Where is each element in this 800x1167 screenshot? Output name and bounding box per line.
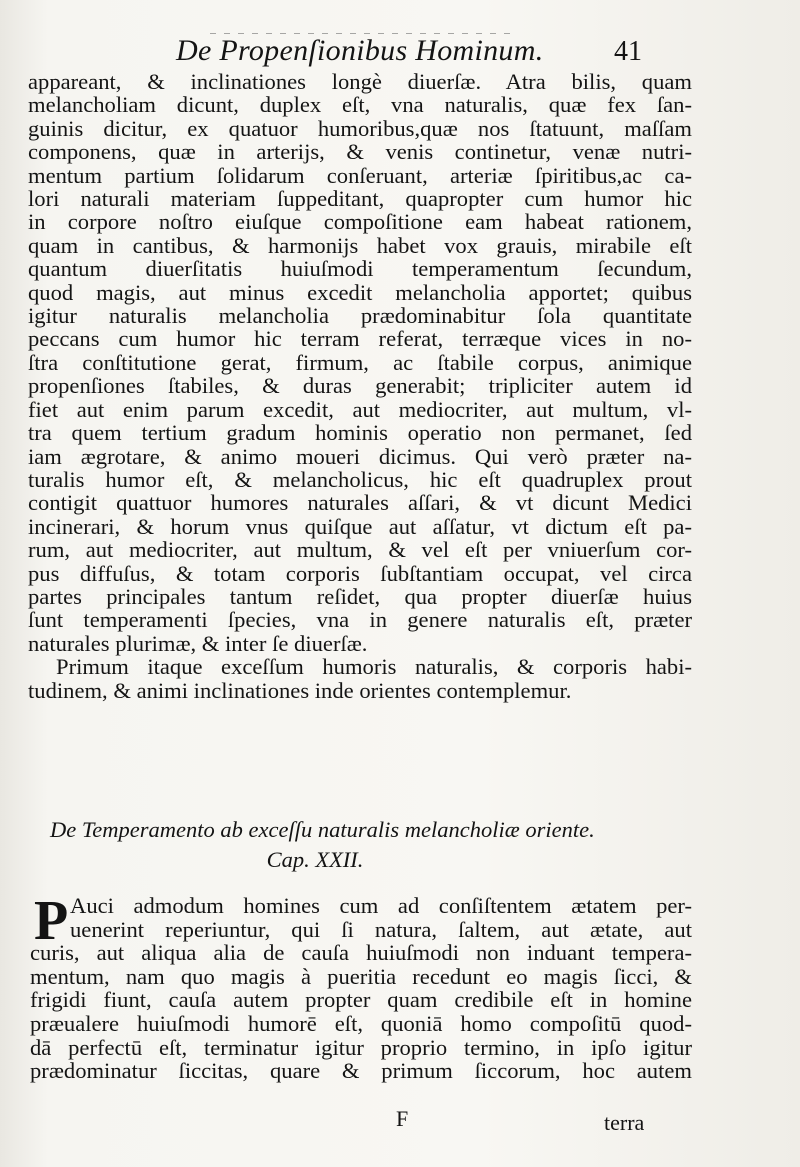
text-line: tra quem tertium gradum hominis operatio non permanet, ſed: [28, 420, 692, 446]
text-line: curis, aut aliqua alia de cauſa huiuſmodi non induant tempera-: [30, 940, 692, 966]
chapter-heading: [30, 816, 690, 874]
text-line: peccans cum humor hic terram referat, terræque vices in no-: [28, 326, 692, 352]
text-line: guinis dicitur, ex quatuor humoribus,quæ nos ſtatuunt, maſſam: [28, 115, 692, 141]
text-line: melancholiam dicunt, duplex eſt, vna naturalis, quæ fex ſan-: [28, 92, 692, 118]
text-line: quantum diuerſitatis huiuſmodi temperamentum ſecundum,: [28, 256, 692, 282]
text-line: prædominatur ſiccitas, quare & primum ſiccorum, hoc autem: [30, 1058, 692, 1084]
text-line: frigidi fiunt, cauſa autem propter quam credibile eſt in homine: [30, 987, 692, 1013]
text-line: iam ægrotare, & animo moueri dicimus. Qui verò præter na-: [28, 443, 692, 469]
text-line: mentum partium ſolidarum conſeruant, arteriæ ſpiritibus,ac ca-: [28, 162, 692, 188]
text-line: rum, aut mediocriter, aut multum, & vel eſt per vniuerſum cor-: [28, 537, 692, 563]
catchword: terra: [604, 1110, 645, 1135]
text-line: naturales plurimæ, & inter ſe diuerſæ.: [28, 630, 368, 656]
text-line: quam in cantibus, & harmonijs habet vox grauis, mirabile eſt: [28, 232, 692, 258]
text-line: præualere huiuſmodi humorē eſt, quoniā homo compoſitū quod-: [30, 1010, 692, 1036]
text-line: ſunt temperamenti ſpecies, vna in genere naturalis eſt, præter: [28, 607, 692, 633]
text-line: incinerari, & horum vnus quiſque aut aſſatur, vt dictum eſt pa-: [28, 513, 692, 539]
text-line: appareant, & inclinationes longè diuerſæ. Atra bilis, quam: [28, 69, 692, 94]
text-line: igitur naturalis melancholia prædominabitur ſola quantitate: [28, 303, 692, 329]
chapter-number: Cap. XXII.: [266, 847, 364, 872]
text-line: tudinem, & animi inclinationes inde orientes contemplemur.: [28, 677, 572, 703]
running-head: [0, 32, 800, 72]
text-line: lori naturali materiam ſuppeditant, quapropter cum humor hic: [28, 186, 692, 212]
drop-initial: P: [34, 890, 69, 952]
signature-mark: F: [396, 1106, 409, 1131]
text-line: in corpore noſtro eiuſque compoſitione eam habeat rationem,: [28, 209, 692, 235]
text-line: partes principales tantum reſidet, qua propter diuerſæ huius: [28, 583, 692, 609]
text-line: propenſiones ſtabiles, & duras generabit; tripliciter autem id: [28, 373, 692, 399]
text-line: uenerint reperiuntur, qui ſi natura, ſaltem, aut ætate, aut: [70, 916, 692, 942]
page-number: 41: [614, 36, 642, 67]
text-line: Primum itaque exceſſum humoris naturalis, & corporis habi-: [56, 654, 692, 680]
text-line: pus diffuſus, & totam corporis ſubſtantiam occupat, vel circa: [28, 560, 692, 586]
text-line: quod magis, aut minus excedit melancholia apportet; quibus: [28, 279, 692, 305]
chapter-body: [30, 890, 692, 1084]
text-line: turalis humor eſt, & melancholicus, hic eſt quadruplex prout: [28, 466, 692, 492]
text-line: ſtra conſtitutione gerat, firmum, ac ſtabile corpus, animique: [28, 349, 692, 375]
text-line: contigit quattuor humores naturales aſſari, & vt dicunt Medici: [28, 490, 692, 516]
text-line: mentum, nam quo magis à pueritia recedunt eo magis ſicci, &: [30, 963, 692, 989]
body-text: [28, 70, 692, 702]
text-line: dā perfectū eſt, terminatur igitur proprio termino, in ipſo igitur: [30, 1034, 692, 1060]
text-line: Auci admodum homines cum ad conſiſtentem ætatem per-: [70, 893, 692, 918]
text-line: componens, quæ in arterijs, & venis continetur, venæ nutri-: [28, 139, 692, 165]
running-title: De Propenſionibus Hominum.: [176, 34, 544, 67]
text-line: fiet aut enim parum excedit, aut mediocriter, aut multum, vl-: [28, 396, 692, 422]
chapter-title: De Temperamento ab exceſſu naturalis melancholiæ oriente.: [50, 817, 595, 842]
